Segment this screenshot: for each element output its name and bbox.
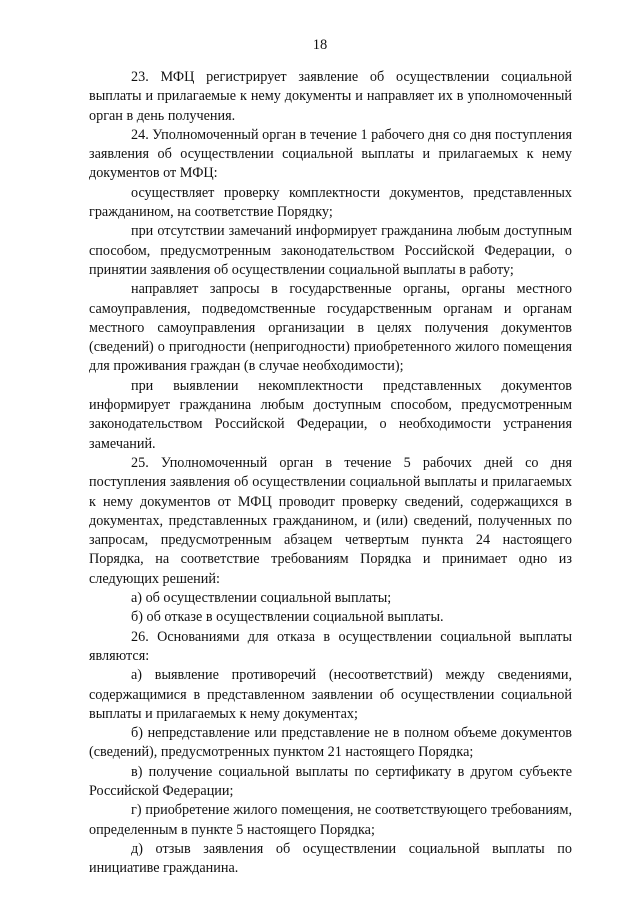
paragraph-24: 24. Уполномоченный орган в течение 1 рабочего дня со дня поступления заявления об осуществлении социальной выплаты и прилагаемых к нему документов от МФЦ: (89, 126, 572, 182)
paragraph-23: 23. МФЦ регистрирует заявление об осуществлении социальной выплаты и прилагаемые к нему документы и направляет их в уполномоченный орган в день получения. (89, 69, 572, 124)
paragraph-26-item-v: в) получение социальной выплаты по сертификату в другом субъекте Российской Федерации; (89, 763, 572, 799)
paragraph-25: 25. Уполномоченный орган в течение 5 рабочих дней со дня поступления заявления об осуществлении социальной выплаты и прилагаемых к нему документов от МФЦ проводит проверку сведений, содержащихся в документах, представленных гражданином, и (или) сведений, полученных по запросам, предусмотренным абзацем четвертым пункта 24 настоящего Порядка, на соответствие требованиям Порядка и принимает одно из следующих решений: (89, 454, 572, 587)
paragraph-24-item-check: осуществляет проверку комплектности документов, представленных гражданином, на соответствие Порядку; (89, 184, 572, 221)
paragraph-26-item-b: б) непредставление или представление не в полном объеме документов (сведений), предусмотренных пунктом 21 настоящего Порядка; (89, 725, 572, 761)
paragraph-26: 26. Основаниями для отказа в осуществлении социальной выплаты являются: (89, 628, 572, 664)
paragraph-24-item-inform: при отсутствии замечаний информирует гражданина любым доступным способом, предусмотренным законодательством Российской Федерации, о принятии заявления об осуществлении социальной выплаты в работу; (89, 223, 572, 278)
paragraph-26-item-g: г) приобретение жилого помещения, не соответствующего требованиям, определенным в пункте 5 настоящего Порядка; (89, 802, 572, 838)
paragraph-24-item-incomplete: при выявлении некомплектности представленных документов информирует гражданина любым доступным способом, предусмотренным законодательством Российской Федерации, о необходимости устранения замечаний. (89, 377, 572, 452)
paragraph-26-item-d: д) отзыв заявления об осуществлении социальной выплаты по инициативе гражданина. (89, 840, 572, 877)
page-number: 18 (312, 37, 328, 53)
paragraph-25-option-a: а) об осуществлении социальной выплаты; (131, 590, 392, 607)
paragraph-24-item-requests: направляет запросы в государственные органы, органы местного самоуправления, подведомственные государственным органам и органам местного самоуправления организации в целях получения документов (сведений) о пригодности (непригодности) приобретенного жилого помещения для проживания граждан (в случае необходимости); (89, 281, 572, 375)
document-body (89, 68, 572, 878)
paragraph-26-item-a: а) выявление противоречий (несоответствий) между сведениями, содержащимися в представленном заявлении об осуществлении социальной выплаты и прилагаемых к нему документах; (89, 667, 572, 722)
paragraph-25-option-b: б) об отказе в осуществлении социальной выплаты. (131, 609, 444, 626)
